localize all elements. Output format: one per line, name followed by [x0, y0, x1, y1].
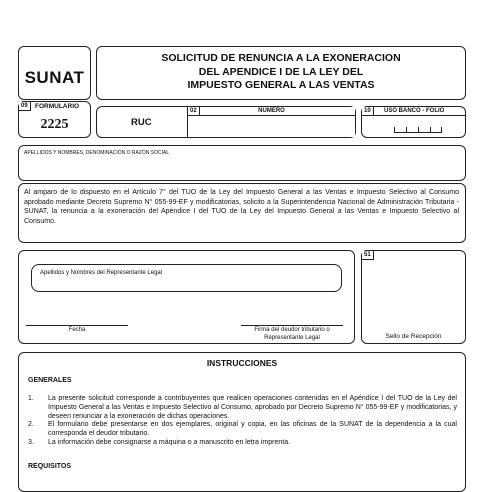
- list-item: [28, 395, 457, 421]
- requisitos-title: REQUISITOS: [28, 463, 72, 470]
- representative-name-label: Apellidos y Nombres del Representante Legal: [40, 270, 163, 276]
- generales-title: GENERALES: [28, 377, 72, 384]
- box-code-09: 09: [19, 102, 31, 111]
- instructions-title: INSTRUCCIONES: [206, 358, 278, 368]
- firma-line[interactable]: [241, 325, 343, 326]
- declaration-text: Al amparo de lo dispuesto en el Artículo 7° del TUO de la Ley del Impuesto General a las Ventas e Impuesto Selectivo al Consumo aprobado mediante Decreto Supremo N° 055-99-EF y modificatorias, solicito a la Superintendencia Nacional de Administración Tributaria - SUNAT, la renuncia a la exoneración del Apéndice I del TUO de la Ley del Impuesto General a las Ventas e Impuesto Selectivo al Consumo.: [24, 189, 459, 225]
- firma-label: [231, 327, 353, 342]
- formulario-box: [18, 101, 91, 138]
- title-box: [96, 46, 466, 100]
- form-title: [97, 52, 465, 93]
- firma-label-line-1: Firma del deudor tributario o: [254, 327, 330, 333]
- signature-box: [18, 250, 355, 344]
- ruc-number-field[interactable]: [187, 107, 355, 137]
- reception-stamp-box: [361, 250, 466, 344]
- title-line-1: SOLICITUD DE RENUNCIA A LA EXONERACION: [161, 52, 401, 64]
- bank-header-line: [362, 115, 465, 116]
- item-number: 3.: [28, 438, 34, 446]
- folio-ticks: [394, 127, 442, 133]
- item-number: 1.: [28, 395, 34, 402]
- instructions-list: [28, 395, 457, 448]
- list-item: [28, 439, 457, 448]
- title-line-2: DEL APENDICE I DE LA LEY DEL: [198, 65, 364, 78]
- representative-name-field[interactable]: [31, 264, 342, 292]
- sunat-logo-box: [18, 46, 91, 100]
- item-text: La información debe consignarse a máquina o a manuscrito en letra imprenta.: [48, 438, 291, 446]
- sunat-logo: SUNAT: [24, 68, 85, 87]
- ruc-box: [96, 106, 356, 138]
- fecha-label: Fecha: [68, 327, 86, 333]
- item-text: El formulario debe presentarse en dos ejemplares, original y copia, en las oficinas de la SUNAT de la dependencia a la cual corresponda el deudor tributario.: [48, 421, 457, 438]
- firma-label-line-2: Representante Legal: [264, 334, 320, 341]
- bank-folio-label: USO BANCO - FOLIO: [384, 108, 445, 114]
- names-field-label: APELLIDOS Y NOMBRES, DENOMINACIÓN O RAZÓN SOCIAL: [24, 150, 170, 156]
- instructions-box: [18, 352, 466, 492]
- fecha-line[interactable]: [26, 325, 128, 326]
- box-code-02: 02: [188, 107, 200, 116]
- bank-folio-box: [361, 106, 466, 138]
- box-code-51: 51: [362, 251, 374, 260]
- ruc-number-label: NUMERO: [258, 108, 285, 114]
- ruc-header-line: [188, 115, 355, 116]
- item-number: 2.: [28, 421, 34, 429]
- formulario-number: 2225: [40, 117, 69, 132]
- list-item: [28, 421, 457, 439]
- declaration-box: [18, 183, 466, 243]
- title-line-3: IMPUESTO GENERAL A LAS VENTAS: [187, 79, 375, 91]
- formulario-label: FORMULARIO: [35, 103, 80, 110]
- ruc-label: RUC: [131, 117, 152, 128]
- item-text: La presente solicitud corresponde a contribuyentes que realicen operaciones contenidas en el Apéndice I del TUO de la Ley del Impuesto General a las Ventas e Impuesto Selectivo al Consumo, aprobado por Decreto Supremo N° 055-99-EF y modificatorias, y deseen renunciar a la exoneración de dichas operaciones.: [48, 395, 457, 420]
- box-code-10: 10: [362, 107, 374, 116]
- names-field[interactable]: [18, 145, 466, 181]
- reception-label: Sello de Recepción: [385, 333, 442, 340]
